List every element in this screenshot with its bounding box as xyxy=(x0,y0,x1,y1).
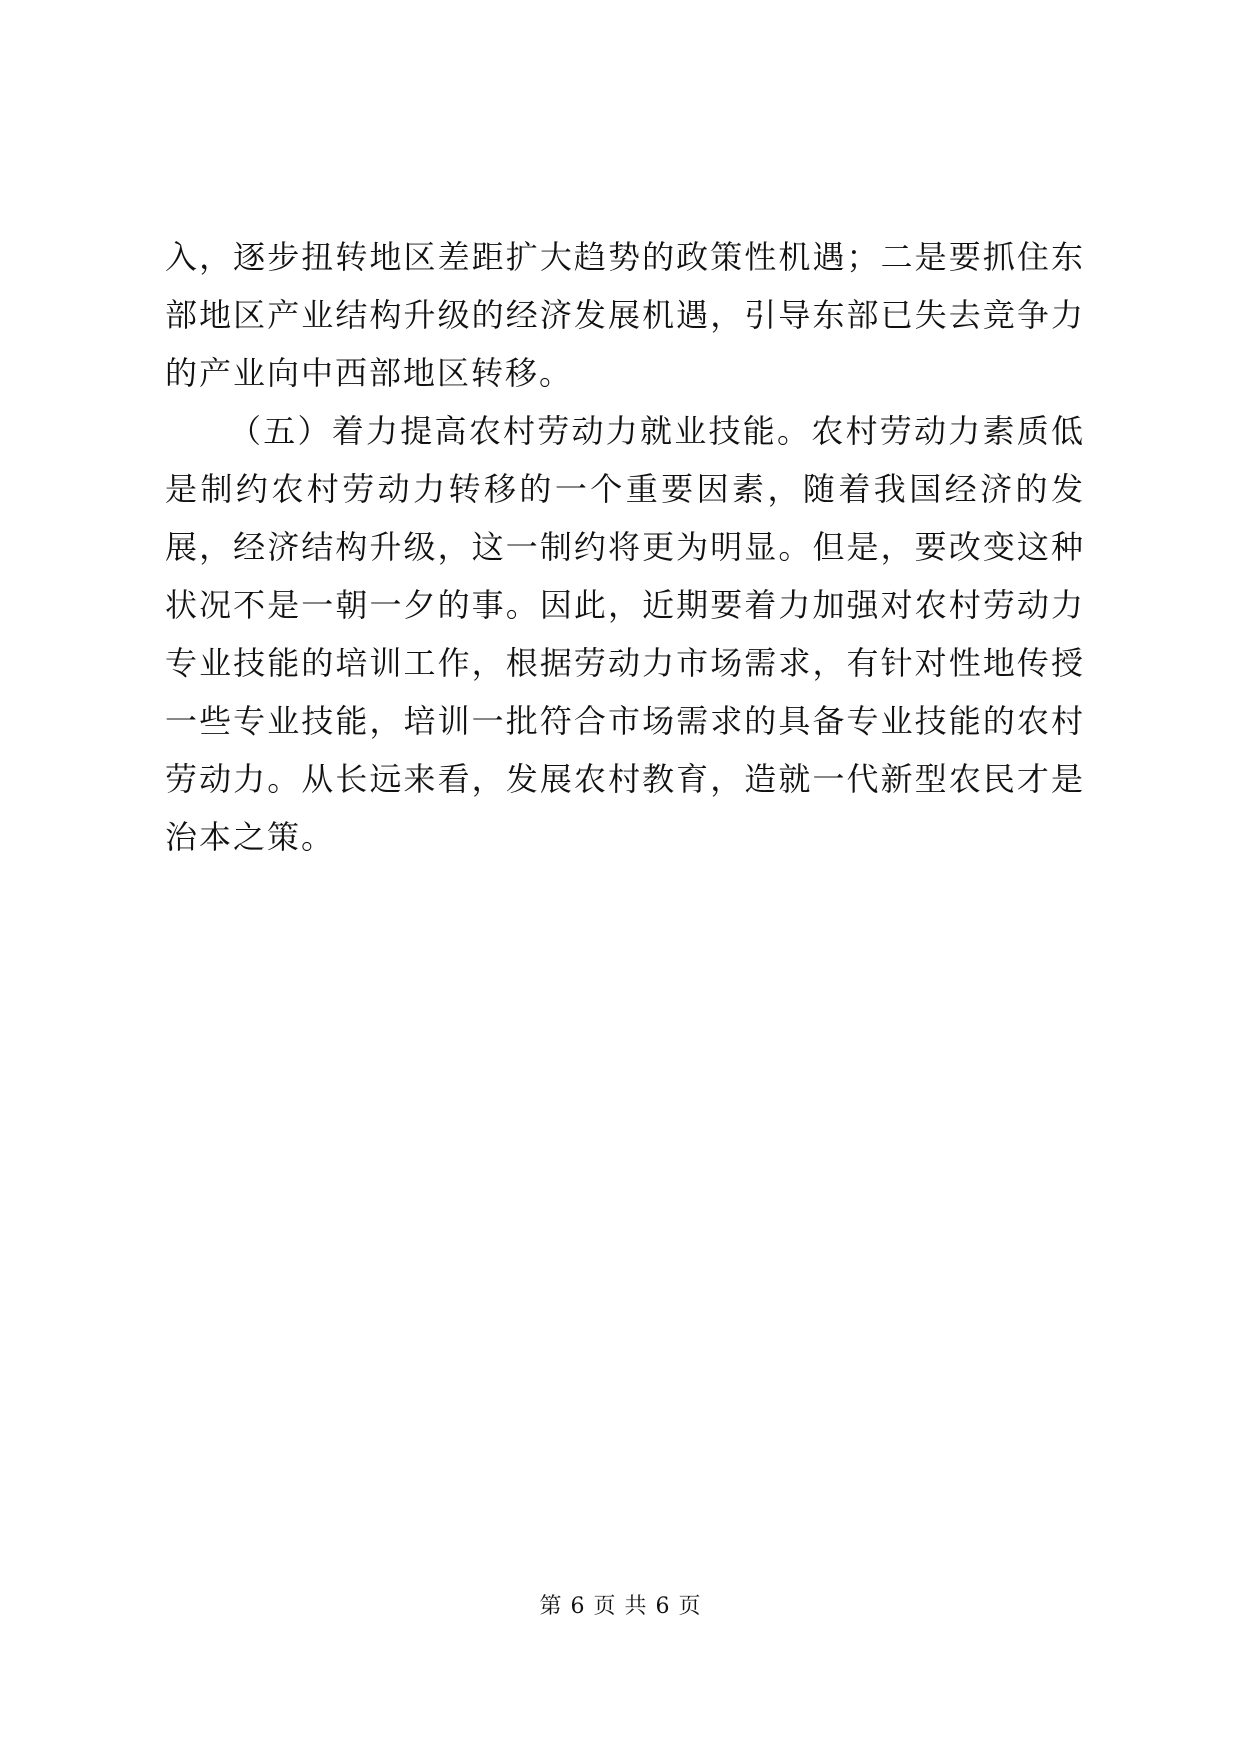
document-body xyxy=(165,228,1085,866)
page-number-footer: 第 6 页 共 6 页 xyxy=(539,1594,702,1619)
paragraph-section-five: （五）着力提高农村劳动力就业技能。农村劳动力素质低是制约农村劳动力转移的一个重要因素，随着我国经济的发展，经济结构升级，这一制约将更为明显。但是，要改变这种状况不是一朝一夕的事。因此，近期要着力加强对农村劳动力专业技能的培训工作，根据劳动力市场需求，有针对性地传授一些专业技能，培训一批符合市场需求的具备专业技能的农村劳动力。从长远来看，发展农村教育，造就一代新型农民才是治本之策。 xyxy=(165,412,1085,856)
paragraph-continuation: 入，逐步扭转地区差距扩大趋势的政策性机遇；二是要抓住东部地区产业结构升级的经济发展机遇，引导东部已失去竞争力的产业向中西部地区转移。 xyxy=(165,238,1085,392)
